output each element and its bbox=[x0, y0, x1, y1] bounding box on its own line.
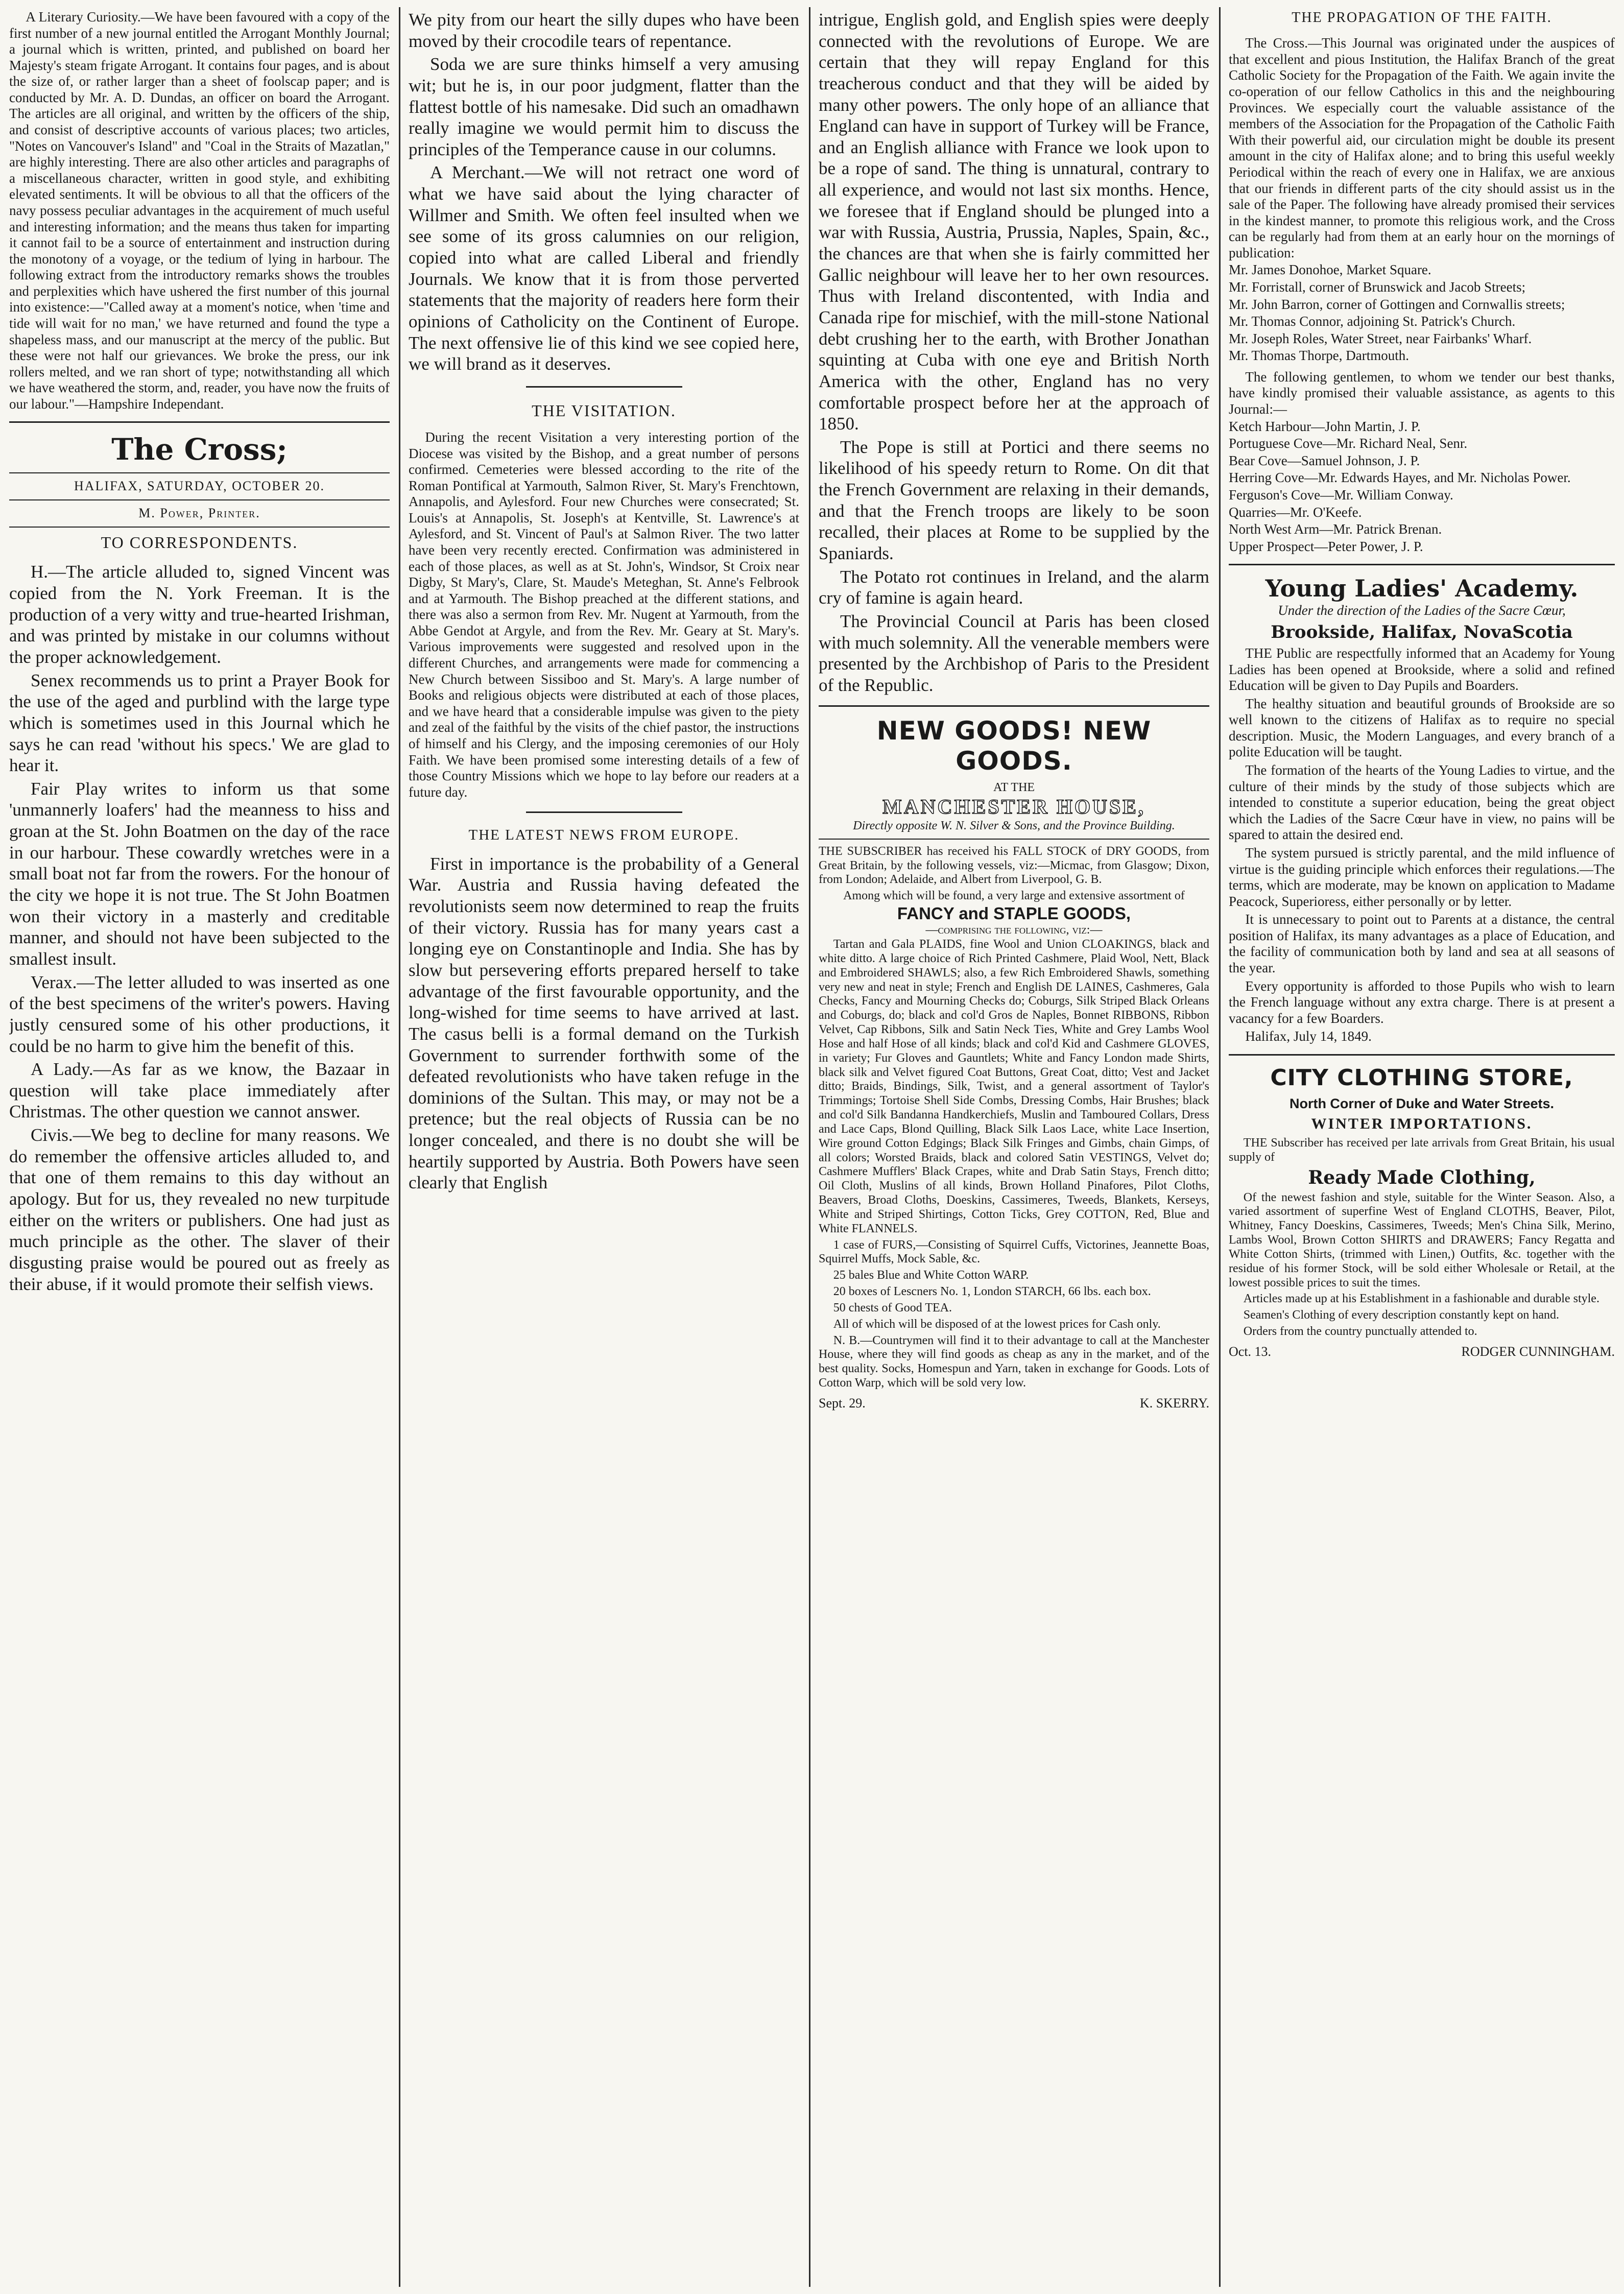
visitation-heading: THE VISITATION. bbox=[532, 401, 676, 420]
ad-comprising: —comprising the following, viz:— bbox=[925, 923, 1103, 937]
ad-date: Sept. 29. bbox=[819, 1395, 866, 1411]
agent-item: Mr. Thomas Thorpe, Dartmouth. bbox=[1229, 348, 1409, 364]
clothing-paragraph-3: Articles made up at his Establishment in a fashionable and durable style. bbox=[1243, 1292, 1599, 1306]
clothing-paragraph-4: Seamen's Clothing of every description constantly kept on hand. bbox=[1243, 1308, 1559, 1322]
divider bbox=[9, 421, 390, 423]
city-agents-list bbox=[1229, 262, 1615, 364]
council-paragraph: The Provincial Council at Paris has been closed with much solemnity. All the venerable members were presented by the Archbishop of Paris to the President of the Republic. bbox=[819, 611, 1209, 695]
agent-item: Mr. James Donohoe, Market Square. bbox=[1229, 262, 1431, 278]
academy-paragraph-6: Every opportunity is afforded to those Pupils who wish to learn the French language without any extra charge. There is at present a vacancy for a few Boarders. bbox=[1229, 978, 1615, 1026]
propagation-heading: THE PROPAGATION OF THE FAITH. bbox=[1292, 10, 1552, 26]
visitation-article: During the recent Visitation a very interesting portion of the Diocese was visited by the Bishop, and a great number of persons confirmed. Cemeteries were blessed according to the rite of the Roman Pontifical at Yarmouth, Salmon River, St. Mary's Frenchtown, Annapolis, and Aylesford. Four new Churches were consecrated; St. Louis's at Annapolis, St. Joseph's at Kentville, St. Lawrence's at Aylesford, and St. Vincent of Paul's at Salmon River. The two latter have been very recently erected. Confirmation was administered in each of those places, as well as at St. John's, Windsor, St Croix near Digby, St Mary's, Clare, St. Maude's Meteghan, St. Anne's Felbrook and at Yarmouth. The Bishop preached at the different stations, and there was also a sermon from Rev. Mr. Nugent at Yarmouth, from the Abbe Gendot at Argyle, and from the Rev. Mr. Geary at St. Mary's. Various improvements were suggested and resolved upon in the different Churches, and arrangements were made for commencing a New Church between Sissiboo and St. Mary's. A large number of Books and religious objects were distributed at each of those places, and we have heard that a considerable impulse was given to the piety and zeal of the faithful by the visits of the chief pastor, the instructions of himself and his Clergy, and the imposing ceremonies of our Holy Faith. We have been promised some interesting details of a few of those Country Missions which we hope to lay before our readers at a future day. bbox=[409, 429, 799, 800]
academy-paragraph-2: The healthy situation and beautiful grounds of Brookside are so well known to the citizens of Halifax as to require no special description. Music, the Modern Languages, and every branch of a polite Education will be taught. bbox=[1229, 696, 1615, 760]
clothing-signature-row bbox=[1229, 1344, 1615, 1360]
clothing-paragraph-1: THE Subscriber has received per late arrivals from Great Britain, his usual supply of bbox=[1229, 1136, 1615, 1164]
printer-line: M. Power, Printer. bbox=[138, 506, 260, 521]
divider bbox=[526, 811, 682, 813]
ad-starch: 20 boxes of Lescners No. 1, London STARCH, 66 lbs. each box. bbox=[833, 1285, 1151, 1299]
column-4 bbox=[1229, 9, 1615, 2285]
correspondent-note-fair-play: Fair Play writes to inform us that some 'unmannerly loafers' had the meanness to hiss and groan at the St. John Boatmen on the day of the race in our harbour. These cowardly wretches were in a small boat not far from the rowers. For the honour of the city we hope it is not true. The St John Boatmen won their victory in a masterly and creditable manner, and should not have been subjected to the smallest insult. bbox=[9, 778, 390, 969]
gentlemen-paragraph: The following gentlemen, to whom we tender our best thanks, have kindly promised their valuable assistance, as agents to this Journal:— bbox=[1229, 369, 1615, 417]
correspondent-note-h: H.—The article alluded to, signed Vincent was copied from the N. York Freeman. It is the production of a very witty and true-hearted Irishman, and was printed by mistake in our columns without the proper acknowledgement. bbox=[9, 562, 390, 667]
divider bbox=[9, 527, 390, 528]
agent-item: Mr. John Barron, corner of Gottingen and Cornwallis streets; bbox=[1229, 296, 1565, 312]
country-agents-list bbox=[1229, 419, 1615, 555]
ready-made-clothing-heading: Ready Made Clothing, bbox=[1308, 1166, 1536, 1188]
correspondents-heading: TO CORRESPONDENTS. bbox=[101, 533, 298, 552]
masthead: The Cross; bbox=[111, 432, 288, 467]
correspondent-note-verax: Verax.—The letter alluded to was inserted as one of the best specimens of the writer's powers. Having justly censured some of his other productions, it could be no harm to give him the benefit of this. bbox=[9, 972, 390, 1056]
column-rule bbox=[399, 7, 400, 2287]
agent-item: Herring Cove—Mr. Edwards Hayes, and Mr. Nicholas Power. bbox=[1229, 470, 1571, 486]
academy-paragraph-1: THE Public are respectfully informed that an Academy for Young Ladies has been opened at Brookside, where a solid and refined Education will be given to Day Pupils and Boarders. bbox=[1229, 646, 1615, 694]
agent-item: Mr. Joseph Roles, Water Street, near Fairbanks' Wharf. bbox=[1229, 330, 1532, 346]
pope-paragraph: The Pope is still at Portici and there seems no likelihood of his speedy return to Rome. On dit that the French Government are relaxing in their demands, and that the French troops are likely to be soon recalled, their places at Rome to be supplied by the Spaniards. bbox=[819, 437, 1209, 564]
ad-address: Directly opposite W. N. Silver & Sons, and the Province Building. bbox=[853, 819, 1175, 832]
clothing-paragraph-5: Orders from the country punctually attended to. bbox=[1243, 1324, 1477, 1338]
divider bbox=[819, 839, 1209, 840]
ad-tea: 50 chests of Good TEA. bbox=[833, 1301, 952, 1315]
manchester-house-heading: MANCHESTER HOUSE, bbox=[882, 795, 1145, 819]
divider bbox=[9, 499, 390, 500]
divider bbox=[819, 705, 1209, 707]
ad-all: All of which will be disposed of at the lowest prices for Cash only. bbox=[833, 1317, 1161, 1331]
potato-paragraph: The Potato rot continues in Ireland, and the alarm cry of famine is again heard. bbox=[819, 566, 1209, 608]
correspondent-note-lady: A Lady.—As far as we know, the Bazaar in question will take place immediately after Christmas. The other question we cannot answer. bbox=[9, 1059, 390, 1122]
clothing-date: Oct. 13. bbox=[1229, 1344, 1272, 1359]
academy-location: Brookside, Halifax, NovaScotia bbox=[1271, 622, 1573, 642]
ad-among: Among which will be found, a very large and extensive assortment of bbox=[843, 889, 1185, 903]
ad-nb: N. B.—Countrymen will find it to their advantage to call at the Manchester House, where they will find goods as cheap as any in the market, and of the best quality. Socks, Homespun and Yarn, taken in exchange for Goods. Lots of Cotton Warp, which will be sold very low. bbox=[819, 1333, 1209, 1390]
column-rule bbox=[809, 7, 810, 2287]
agent-item: Ferguson's Cove—Mr. William Conway. bbox=[1229, 487, 1453, 503]
clothing-paragraph-2: Of the newest fashion and style, suitable for the Winter Season. Also, a varied assortment of superfine West of England CLOTHS, Beaver, Pilot, Whitney, Fancy Doeskins, Cassimeres, Tweeds; Men's China Silk, Merino, Lambs Wool, Brown Cotton SHIRTS and DRAWERS; Fancy Regatta and White Cotton Shirts, (trimmed with Linen,) Outfits, &c. together with the residue of his former Stock, will be sold either Wholesale or Retail, at the lowest possible prices to suit the times. bbox=[1229, 1190, 1615, 1289]
agent-item: Mr. Thomas Connor, adjoining St. Patrick's Church. bbox=[1229, 314, 1516, 329]
academy-date: Halifax, July 14, 1849. bbox=[1245, 1029, 1372, 1044]
ad-signature: K. SKERRY. bbox=[1139, 1395, 1209, 1411]
clothing-store-heading: CITY CLOTHING STORE, bbox=[1270, 1064, 1573, 1091]
agent-item: Quarries—Mr. O'Keefe. bbox=[1229, 504, 1362, 520]
europe-heading: THE LATEST NEWS FROM EUROPE. bbox=[468, 827, 739, 844]
agent-item: Portuguese Cove—Mr. Richard Neal, Senr. bbox=[1229, 436, 1468, 451]
agent-item: Bear Cove—Samuel Johnson, J. P. bbox=[1229, 452, 1420, 468]
dateline: HALIFAX, SATURDAY, OCTOBER 20. bbox=[74, 479, 325, 494]
column-2 bbox=[409, 9, 799, 2285]
ad-goods-list: Tartan and Gala PLAIDS, fine Wool and Union CLOAKINGS, black and white ditto. A large choice of Rich Printed Cashmere, Plaid Wool, Nett, Black and Embroidered SHAWLS; also, a few Rich Embroidered Shawls, something very new and neat in style; French and English DE LAINES, Cashmeres, Gala Checks, Fancy and Mourning Checks do; Coburgs, Silk Striped Black Orleans and Coburgs, do; black and col'd Gros de Naples, Bonnet RIBBONS, Ribbon Velvet, Cap Ribbons, Silk and Satin Neck Ties, White and Grey Lambs Wool Hose and half Hose of all kinds; black and col'd Kid and Cashmere GLOVES, in variety; Fur Gloves and Gauntlets; White and Fancy London made Shirts, black silk and Velvet figured Coat Buttons, Great Coat, ditto; Vest and Jacket ditto; Braids, Bindings, Silk, Twist, and a general assortment of Taylor's Trimmings; Tortoise Shell Side Combs, Dressing Combs, Hair Brushes; black and col'd Silk Bandanna Handkerchiefs, Muslin and Tamboured Collars, Dress and Lace Caps, Blond Quilling, Black Silk Laos Lace, white Lace Insertion, Wire ground Cotton Edgings; Black Silk Fringes and Gimbs, chain Gimps, of all colors; Worsted Braids, black and colored Satin VESTINGS, Velvet do; Cashmere Mufflers' Black Crapes, white and Drab Satin Stays, French ditto; Oil Cloth, Muslins of all kinds, Brown Holland Pinafores, Pilot Cloths, Beavers, Broad Cloths, Doeskins, Cassimeres, Tweeds, Blankets, Kerseys, White and Striped Shirtings, Cotton Ticks, Grey COTTON, Red, Blue and White FLANNELS. bbox=[819, 938, 1209, 1235]
correspondent-note-civis: Civis.—We beg to decline for many reasons. We do remember the offensive articles alluded to, and that one of them remains to this day without an apology. But for us, they revealed no new turpitude either on the writers or publishers. One had just as much principle as the other. The slaver of their disgusting praise would be poured out as freely as their abuse, if it would promote their selfish views. bbox=[9, 1125, 390, 1294]
soda-paragraph: Soda we are sure thinks himself a very amusing wit; but he is, in our poor judgment, flatter than the flattest bottle of his namesake. Did such an omadhawn really imagine we would permit him to discuss the principles of the Temperance cause in our columns. bbox=[409, 54, 799, 159]
agent-item: Upper Prospect—Peter Power, J. P. bbox=[1229, 538, 1423, 554]
agent-item: North West Arm—Mr. Patrick Brenan. bbox=[1229, 521, 1442, 537]
agent-item: Ketch Harbour—John Martin, J. P. bbox=[1229, 418, 1421, 434]
academy-paragraph-4: The system pursued is strictly parental, and the mild influence of virtue is the guiding principle which enforces their regulations.—The terms, which are moderate, may be known on application to Madame Peacock, Superioress, either personally or by letter. bbox=[1229, 845, 1615, 909]
fancy-goods-heading: FANCY and STAPLE GOODS, bbox=[897, 904, 1131, 923]
europe-article-continued: intrigue, English gold, and English spies were deeply connected with the revolutions of Europe. We are certain that they will repay England for this treacherous conduct and that they will be aided by many other powers. The only hope of an alliance that England can have in support of Turkey will be France, and an English alliance with France we look upon to be a rope of sand. The thing is unnatural, contrary to all experience, and would not last six months. Hence, we foresee that if England should be plunged into a war with Russia, Austria, Prussia, Naples, Spain, &c., the chances are that when she is fairly committed her Gallic neighbour will leave her to her own resources. Thus with Ireland discontented, with India and Canada ripe for mischief, with the mill-stone National debt crushing her to the earth, with Brother Jonathan squinting at Cuba with one eye and British North America with the other, England has no very comfortable prospect before her at the approach of 1850. bbox=[819, 10, 1209, 434]
academy-subheading: Under the direction of the Ladies of the Sacre Cœur, bbox=[1278, 602, 1566, 618]
pity-paragraph: We pity from our heart the silly dupes who have been moved by their crocodile tears of repentance. bbox=[409, 10, 799, 51]
divider bbox=[1229, 1054, 1615, 1056]
merchant-paragraph: A Merchant.—We will not retract one word of what we have said about the lying character of Willmer and Smith. We often feel insulted when we see some of its gross calumnies on our religion, copied into what are called Liberal and friendly Journals. We know that it is from those perverted statements that the majority of readers here form their opinions of Catholicity on the Continent of Europe. The next offensive lie of this kind we see copied here, we will brand as it deserves. bbox=[409, 162, 799, 374]
ad-intro: THE SUBSCRIBER has received his FALL STOCK of DRY GOODS, from Great Britain, by the following vessels, viz:—Micmac, from Glasgow; Dixon, from London; Adelaide, and Albert from Liverpool, G. B. bbox=[819, 844, 1209, 887]
column-rule bbox=[1219, 7, 1221, 2287]
ad-at: AT THE bbox=[993, 780, 1035, 794]
divider bbox=[9, 472, 390, 473]
literary-curiosity-article: A Literary Curiosity.—We have been favoured with a copy of the first number of a new journal entitled the Arrogant Monthly Journal; a journal which is written, printed, and published on board her Majesty's steam frigate Arrogant. It contains four pages, and is about the size of, or rather larger than a sheet of foolscap paper; and is conducted by Mr. A. D. Dundas, an officer on board the Arrogant. The articles are all original, and written by the officers of the ship, and consist of descriptive accounts of various places; two articles, "Notes on Vancouver's Island" and "Coal in the Straits of Mazatlan," are highly interesting. There are also other articles and paragraphs of a miscellaneous character, written in good style, and exhibiting elevated sentiments. It will be obvious to all that the officers of the navy possess peculiar advantages in the acquirement of much useful and interesting information; and the means thus taken for imparting it cannot fail to be a source of entertainment and instruction during the monotony of a voyage, or the tedium of lying in harbour. The following extract from the introductory remarks shows the troubles and perplexities which have ushered the first number of this journal into existence:—"Called away at a moment's notice, when 'time and tide will wait for no man,' we have returned and found the type a shapeless mass, and our manuscript at the mercy of the public. But these were not half our grievances. We broke the press, our ink rollers melted, and we ran short of type; notwithstanding all which we have weathered the storm, and, reader, you have now the fruits of our labour."—Hampshire Independant. bbox=[9, 9, 390, 412]
clothing-store-location: North Corner of Duke and Water Streets. bbox=[1289, 1096, 1555, 1112]
divider bbox=[526, 386, 682, 388]
academy-paragraph-3: The formation of the hearts of the Young Ladies to virtue, and the culture of their minds by the study of those subjects which are intended to constitute a superior education, being the great object which the Ladies of the Sacre Cœur have in view, no pains will be spared to attain the desired end. bbox=[1229, 762, 1615, 843]
agent-item: Mr. Forristall, corner of Brunswick and Jacob Streets; bbox=[1229, 279, 1526, 295]
propagation-article: The Cross.—This Journal was originated under the auspices of that excellent and pious Institution, the Halifax Branch of the great Catholic Society for the Propagation of the Faith. We again invite the co-operation of our fellow Catholics in this and the neighbouring Provinces. We especially court the valuable assistance of the members of the Association for the Propagation of the Catholic Faith With their powerful aid, our circulation might be double its present amount in the city of Halifax alone; and to bring this useful weekly Periodical within the reach of every one in Halifax, we are anxious that our friends in different parts of the city should assist us in the sale of the Paper. The following have already promised their services in the kindest manner, to promote this religious work, and the Cross can be regularly had from them at an early hour on the mornings of publication: bbox=[1229, 35, 1615, 260]
academy-paragraph-5: It is unnecessary to point out to Parents at a distance, the central position of Halifax, its many advantages as a place of Education, and the facility of communication both by land and sea at all seasons of the year. bbox=[1229, 912, 1615, 975]
winter-importations-heading: WINTER IMPORTATIONS. bbox=[1311, 1115, 1533, 1133]
academy-heading: Young Ladies' Academy. bbox=[1265, 575, 1579, 603]
ad-furs: 1 case of FURS,—Consisting of Squirrel Cuffs, Victorines, Jeannette Boas, Squirrel Muffs, Mock Sable, &c. bbox=[819, 1238, 1209, 1266]
ad-signature-row bbox=[819, 1396, 1209, 1412]
europe-article: First in importance is the probability of a General War. Austria and Russia having defeated the revolutionists seem now determined to reap the fruits of their victory. Russia has for many years cast a longing eye on Constantinople and India. She has by slow but persevering efforts prepared herself to take advantage of the first favourable opportunity, and the long-wished for time seems to have arrived at last. The casus belli is a formal demand on the Turkish Government to surrender forthwith some of the defeated revolutionists who have taken refuge in the dominions of the Sultan. This may, or may not be a pretence; but the real objects of Russia can be no longer concealed, and there is no doubt she will be heartily supported by Austria. Both Powers have seen clearly that English bbox=[409, 853, 799, 1193]
clothing-signature: RODGER CUNNINGHAM. bbox=[1461, 1344, 1615, 1359]
new-goods-heading: NEW GOODS! NEW GOODS. bbox=[876, 715, 1152, 776]
column-3 bbox=[819, 9, 1209, 2285]
column-1 bbox=[9, 9, 390, 2285]
ad-warp: 25 bales Blue and White Cotton WARP. bbox=[833, 1269, 1029, 1282]
correspondent-note-senex: Senex recommends us to print a Prayer Book for the use of the aged and purblind with the large type which is sometimes used in this Journal which he says he can read 'without his specs.' We are glad to hear it. bbox=[9, 670, 390, 776]
divider bbox=[1229, 564, 1615, 565]
